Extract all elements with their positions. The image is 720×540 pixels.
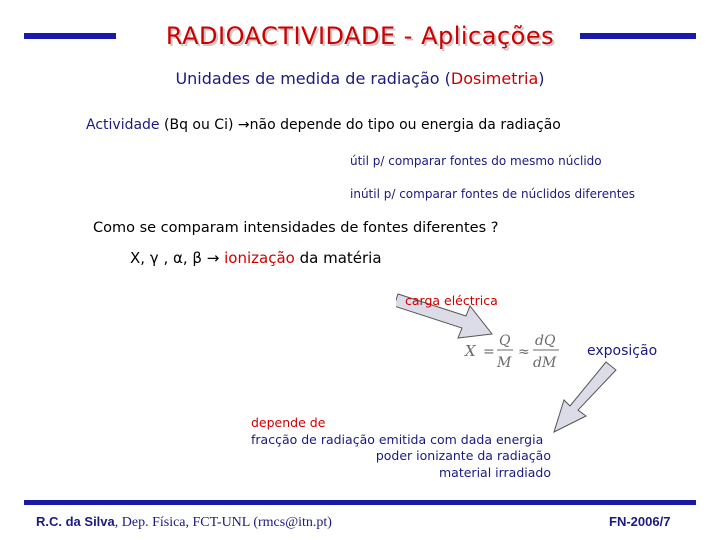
exposure-label: exposição xyxy=(587,343,658,359)
note-useful: útil p/ comparar fontes do mesmo núclido xyxy=(350,154,602,168)
footer-code: FN-2006/7 xyxy=(609,514,671,529)
depends-heading: depende de xyxy=(251,415,326,430)
formula-dq-num: dQ xyxy=(535,333,556,349)
subtitle-suffix: ) xyxy=(538,69,545,88)
footer-affiliation: , Dep. Física, FCT-UNL (rmcs@itn.pt) xyxy=(114,515,332,530)
radiation-symbols: X, γ , α, β xyxy=(130,249,207,267)
slide-title: RADIOACTIVIDADE - Aplicações xyxy=(165,22,555,50)
slide-subtitle xyxy=(0,69,720,88)
footer-author: R.C. da Silva xyxy=(36,514,115,529)
dependency-line-2: poder ionizante da radiação xyxy=(375,448,551,463)
footer-credit xyxy=(36,514,332,531)
footer-bar xyxy=(24,500,696,505)
question-text: Como se comparam intensidades de fontes diferentes ? xyxy=(93,220,499,236)
subtitle-highlight: Dosimetria xyxy=(450,69,539,88)
formula-q-num: Q xyxy=(499,333,511,349)
activity-term: Actividade xyxy=(86,117,160,133)
activity-units: (Bq ou Ci) xyxy=(159,117,238,133)
dependencies-block xyxy=(251,414,543,448)
dependency-line-3: material irradiado xyxy=(439,465,551,480)
formula-q-den: M xyxy=(497,355,512,371)
radiation-arrow: → xyxy=(206,249,220,267)
activity-arrow: → xyxy=(237,117,250,133)
activity-line xyxy=(86,117,561,133)
radiation-line xyxy=(130,249,382,267)
radiation-rest: da matéria xyxy=(294,249,382,267)
arrow-to-dependencies-icon xyxy=(548,360,618,436)
formula-lhs: X xyxy=(465,342,476,360)
formula-equals: = xyxy=(483,344,495,360)
subtitle-prefix: Unidades de medida de radiação ( xyxy=(175,69,451,88)
note-useless: inútil p/ comparar fontes de núclidos diferentes xyxy=(350,187,636,201)
activity-text: não depende do tipo ou energia da radiação xyxy=(249,117,561,133)
charge-label: carga eléctrica xyxy=(405,293,498,308)
ionization-highlight: ionização xyxy=(224,249,295,267)
dependency-line-1: fracção de radiação emitida com dada energia xyxy=(251,432,544,447)
formula-approx: ≈ xyxy=(518,344,530,360)
formula-dq-den: dM xyxy=(533,355,557,371)
